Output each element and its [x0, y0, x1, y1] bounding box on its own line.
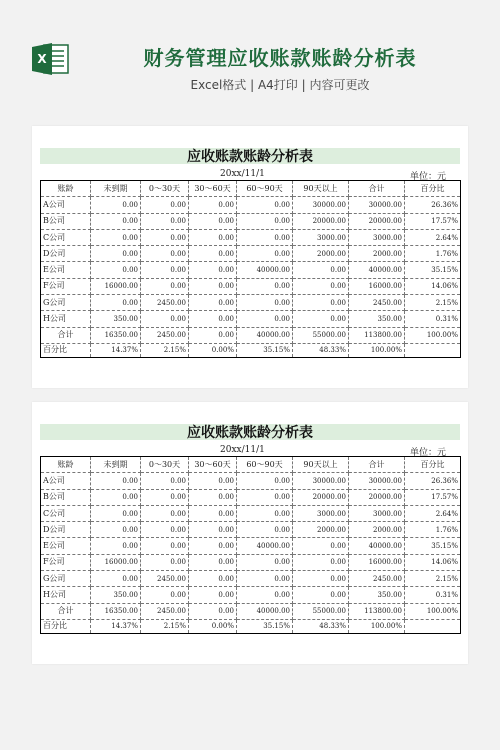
total-row — [41, 603, 461, 619]
company-name: H公司 — [41, 311, 91, 327]
table-cell: 0.00 — [91, 295, 141, 311]
table-cell: 2.64% — [405, 505, 461, 521]
table-cell: 26.36% — [405, 473, 461, 489]
table-cell: 0.00 — [237, 554, 293, 570]
table-cell: 0.00 — [189, 473, 237, 489]
table-cell: 55000.00 — [293, 327, 349, 343]
total-label: 合计 — [41, 327, 91, 343]
table-cell: 0.00 — [189, 571, 237, 587]
aging-table — [40, 456, 461, 634]
table-cell: 30000.00 — [293, 473, 349, 489]
table-cell: 0.00 — [141, 489, 189, 505]
logo-letter: X — [37, 52, 47, 66]
table-cell: 0.00 — [237, 229, 293, 245]
table-cell: 113800.00 — [349, 327, 405, 343]
table-cell: 0.00 — [189, 327, 237, 343]
table-cell: 17.57% — [405, 213, 461, 229]
unit-label: 单位：元 — [410, 172, 447, 182]
company-name: E公司 — [41, 262, 91, 278]
table-cell: 0.31% — [405, 311, 461, 327]
column-header: 未到期 — [91, 181, 141, 197]
table-cell: 0.00 — [91, 262, 141, 278]
table-cell: 0.00 — [237, 213, 293, 229]
column-header: 0～30天 — [141, 457, 189, 473]
company-name: F公司 — [41, 554, 91, 570]
table-cell: 3000.00 — [293, 505, 349, 521]
table-cell: 55000.00 — [293, 603, 349, 619]
table-cell: 17.57% — [405, 489, 461, 505]
table-cell: 0.00 — [91, 505, 141, 521]
table-cell: 0.00 — [189, 505, 237, 521]
column-header: 60～90天 — [237, 181, 293, 197]
company-name: C公司 — [41, 229, 91, 245]
table-cell: 0.00 — [293, 587, 349, 603]
table-cell: 0.00 — [141, 246, 189, 262]
report-date: 20xx/11/1 — [220, 445, 265, 455]
table-cell: 0.00 — [141, 262, 189, 278]
table-cell: 350.00 — [349, 587, 405, 603]
table-cell: 0.00 — [189, 246, 237, 262]
table-cell: 16000.00 — [91, 554, 141, 570]
table-cell: 100.00% — [405, 603, 461, 619]
table-cell: 14.37% — [91, 343, 141, 357]
table-cell: 0.00 — [293, 262, 349, 278]
table-cell: 0.00 — [189, 295, 237, 311]
table-cell: 14.06% — [405, 278, 461, 294]
table-row — [41, 538, 461, 554]
table-cell: 30000.00 — [349, 197, 405, 213]
table-cell: 0.00 — [91, 246, 141, 262]
table-cell: 0.00% — [189, 343, 237, 357]
total-label: 合计 — [41, 603, 91, 619]
table-cell: 2450.00 — [141, 571, 189, 587]
table-cell: 2000.00 — [293, 246, 349, 262]
table-cell: 3000.00 — [349, 229, 405, 245]
table-row — [41, 505, 461, 521]
page-title: 财务管理应收账款账龄分析表 — [143, 46, 417, 70]
table-cell: 40000.00 — [237, 538, 293, 554]
aging-table — [40, 180, 461, 358]
table-cell: 0.00 — [91, 571, 141, 587]
table-cell: 100.00% — [349, 619, 405, 633]
table-cell: 0.00 — [293, 278, 349, 294]
table-cell: 0.00 — [237, 473, 293, 489]
table-row — [41, 489, 461, 505]
table-cell: 2450.00 — [349, 571, 405, 587]
table-cell: 2000.00 — [293, 522, 349, 538]
table-cell: 3000.00 — [349, 505, 405, 521]
table-cell: 0.00 — [141, 522, 189, 538]
table-cell: 0.00 — [141, 278, 189, 294]
table-cell: 20000.00 — [293, 489, 349, 505]
column-header: 90天以上 — [293, 457, 349, 473]
table-cell: 0.00 — [141, 505, 189, 521]
report-date: 20xx/11/1 — [220, 169, 265, 179]
table-cell: 48.33% — [293, 619, 349, 633]
table-cell: 2.15% — [141, 343, 189, 357]
company-name: D公司 — [41, 246, 91, 262]
table-cell: 2000.00 — [349, 522, 405, 538]
table-cell: 30000.00 — [349, 473, 405, 489]
percent-row — [41, 343, 461, 357]
table-cell: 16350.00 — [91, 603, 141, 619]
table-cell: 0.00 — [237, 278, 293, 294]
column-header: 60～90天 — [237, 457, 293, 473]
table-cell: 0.00 — [237, 295, 293, 311]
company-name: A公司 — [41, 197, 91, 213]
table-cell: 0.00 — [293, 295, 349, 311]
table-cell: 0.00 — [237, 311, 293, 327]
table-cell: 0.00 — [91, 489, 141, 505]
table-row — [41, 197, 461, 213]
table-cell: 35.15% — [405, 538, 461, 554]
table-cell: 0.00 — [293, 311, 349, 327]
table-cell: 3000.00 — [293, 229, 349, 245]
table-cell: 0.00 — [141, 587, 189, 603]
sheet-preview-1 — [32, 126, 468, 388]
table-cell: 0.00 — [237, 587, 293, 603]
table-cell: 26.36% — [405, 197, 461, 213]
table-cell: 0.00 — [91, 229, 141, 245]
page-subtitle: Excel格式 | A4打印 | 内容可更改 — [190, 78, 370, 92]
table-cell: 35.15% — [237, 343, 293, 357]
column-header: 合计 — [349, 457, 405, 473]
table-cell: 40000.00 — [237, 327, 293, 343]
column-header: 账龄 — [41, 457, 91, 473]
table-cell: 0.00 — [91, 197, 141, 213]
table-row — [41, 262, 461, 278]
table-cell: 0.00 — [237, 197, 293, 213]
table-row — [41, 278, 461, 294]
table-cell: 1.76% — [405, 522, 461, 538]
company-name: G公司 — [41, 295, 91, 311]
table-cell: 0.00 — [189, 213, 237, 229]
company-name: C公司 — [41, 505, 91, 521]
table-cell: 0.00 — [293, 571, 349, 587]
column-header: 合计 — [349, 181, 405, 197]
table-cell: 35.15% — [237, 619, 293, 633]
table-cell: 0.00 — [189, 587, 237, 603]
table-cell: 100.00% — [349, 343, 405, 357]
table-cell: 0.00 — [189, 311, 237, 327]
table-row — [41, 554, 461, 570]
table-cell: 40000.00 — [349, 538, 405, 554]
table-cell: 20000.00 — [293, 213, 349, 229]
table-row — [41, 246, 461, 262]
company-name: A公司 — [41, 473, 91, 489]
table-cell: 350.00 — [349, 311, 405, 327]
table-cell: 0.00 — [141, 197, 189, 213]
table-cell: 16000.00 — [349, 554, 405, 570]
column-header: 30～60天 — [189, 181, 237, 197]
table-cell: 35.15% — [405, 262, 461, 278]
table-cell: 16000.00 — [349, 278, 405, 294]
table-cell — [405, 343, 461, 357]
table-header-row — [41, 181, 461, 197]
table-cell: 20000.00 — [349, 489, 405, 505]
sheet-title: 应收账款账龄分析表 — [187, 425, 313, 441]
table-cell: 2.15% — [141, 619, 189, 633]
percent-row — [41, 619, 461, 633]
excel-icon — [30, 42, 70, 76]
table-cell: 2450.00 — [141, 603, 189, 619]
table-row — [41, 311, 461, 327]
header — [0, 0, 500, 110]
table-cell: 0.00 — [189, 554, 237, 570]
table-row — [41, 213, 461, 229]
table-cell: 14.37% — [91, 619, 141, 633]
column-header: 30～60天 — [189, 457, 237, 473]
table-cell: 0.31% — [405, 587, 461, 603]
table-row — [41, 571, 461, 587]
column-header: 0～30天 — [141, 181, 189, 197]
table-cell: 0.00 — [237, 522, 293, 538]
table-cell: 30000.00 — [293, 197, 349, 213]
table-cell: 0.00 — [189, 522, 237, 538]
sheet-preview-2 — [32, 402, 468, 664]
column-header: 账龄 — [41, 181, 91, 197]
table-cell: 2.15% — [405, 571, 461, 587]
table-cell: 0.00 — [141, 473, 189, 489]
table-cell: 0.00 — [141, 538, 189, 554]
column-header: 90天以上 — [293, 181, 349, 197]
company-name: D公司 — [41, 522, 91, 538]
table-row — [41, 522, 461, 538]
table-cell: 40000.00 — [237, 262, 293, 278]
company-name: G公司 — [41, 571, 91, 587]
percent-label: 百分比 — [41, 343, 91, 357]
table-cell: 1.76% — [405, 246, 461, 262]
table-cell: 100.00% — [405, 327, 461, 343]
table-cell: 2450.00 — [141, 295, 189, 311]
table-cell: 2450.00 — [349, 295, 405, 311]
table-cell: 0.00 — [141, 311, 189, 327]
table-cell: 0.00 — [91, 213, 141, 229]
table-cell: 2.64% — [405, 229, 461, 245]
table-cell: 2.15% — [405, 295, 461, 311]
table-cell: 0.00 — [189, 538, 237, 554]
table-cell: 0.00 — [141, 554, 189, 570]
table-cell: 14.06% — [405, 554, 461, 570]
table-row — [41, 229, 461, 245]
table-cell: 0.00 — [141, 229, 189, 245]
table-row — [41, 295, 461, 311]
table-cell: 0.00 — [293, 538, 349, 554]
table-cell: 0.00 — [237, 489, 293, 505]
company-name: F公司 — [41, 278, 91, 294]
table-cell: 40000.00 — [349, 262, 405, 278]
table-cell: 16000.00 — [91, 278, 141, 294]
company-name: H公司 — [41, 587, 91, 603]
table-cell: 2450.00 — [141, 327, 189, 343]
table-cell: 113800.00 — [349, 603, 405, 619]
table-cell: 0.00 — [189, 603, 237, 619]
table-cell: 0.00% — [189, 619, 237, 633]
table-cell: 350.00 — [91, 587, 141, 603]
table-cell: 0.00 — [189, 489, 237, 505]
column-header: 未到期 — [91, 457, 141, 473]
table-cell: 0.00 — [237, 505, 293, 521]
table-cell: 2000.00 — [349, 246, 405, 262]
table-cell: 0.00 — [189, 262, 237, 278]
table-row — [41, 587, 461, 603]
table-cell: 0.00 — [237, 246, 293, 262]
table-header-row — [41, 457, 461, 473]
table-cell — [405, 619, 461, 633]
table-cell: 40000.00 — [237, 603, 293, 619]
unit-label: 单位：元 — [410, 448, 447, 458]
table-cell: 0.00 — [293, 554, 349, 570]
table-cell: 16350.00 — [91, 327, 141, 343]
table-cell: 0.00 — [189, 229, 237, 245]
column-header: 百分比 — [405, 181, 461, 197]
table-cell: 0.00 — [141, 213, 189, 229]
company-name: B公司 — [41, 213, 91, 229]
table-cell: 0.00 — [91, 522, 141, 538]
table-cell: 48.33% — [293, 343, 349, 357]
table-cell: 0.00 — [237, 571, 293, 587]
table-cell: 0.00 — [91, 473, 141, 489]
table-cell: 0.00 — [189, 197, 237, 213]
table-cell: 0.00 — [189, 278, 237, 294]
total-row — [41, 327, 461, 343]
sheet-title: 应收账款账龄分析表 — [187, 149, 313, 165]
table-cell: 20000.00 — [349, 213, 405, 229]
company-name: B公司 — [41, 489, 91, 505]
table-row — [41, 473, 461, 489]
column-header: 百分比 — [405, 457, 461, 473]
percent-label: 百分比 — [41, 619, 91, 633]
company-name: E公司 — [41, 538, 91, 554]
table-cell: 350.00 — [91, 311, 141, 327]
table-cell: 0.00 — [91, 538, 141, 554]
